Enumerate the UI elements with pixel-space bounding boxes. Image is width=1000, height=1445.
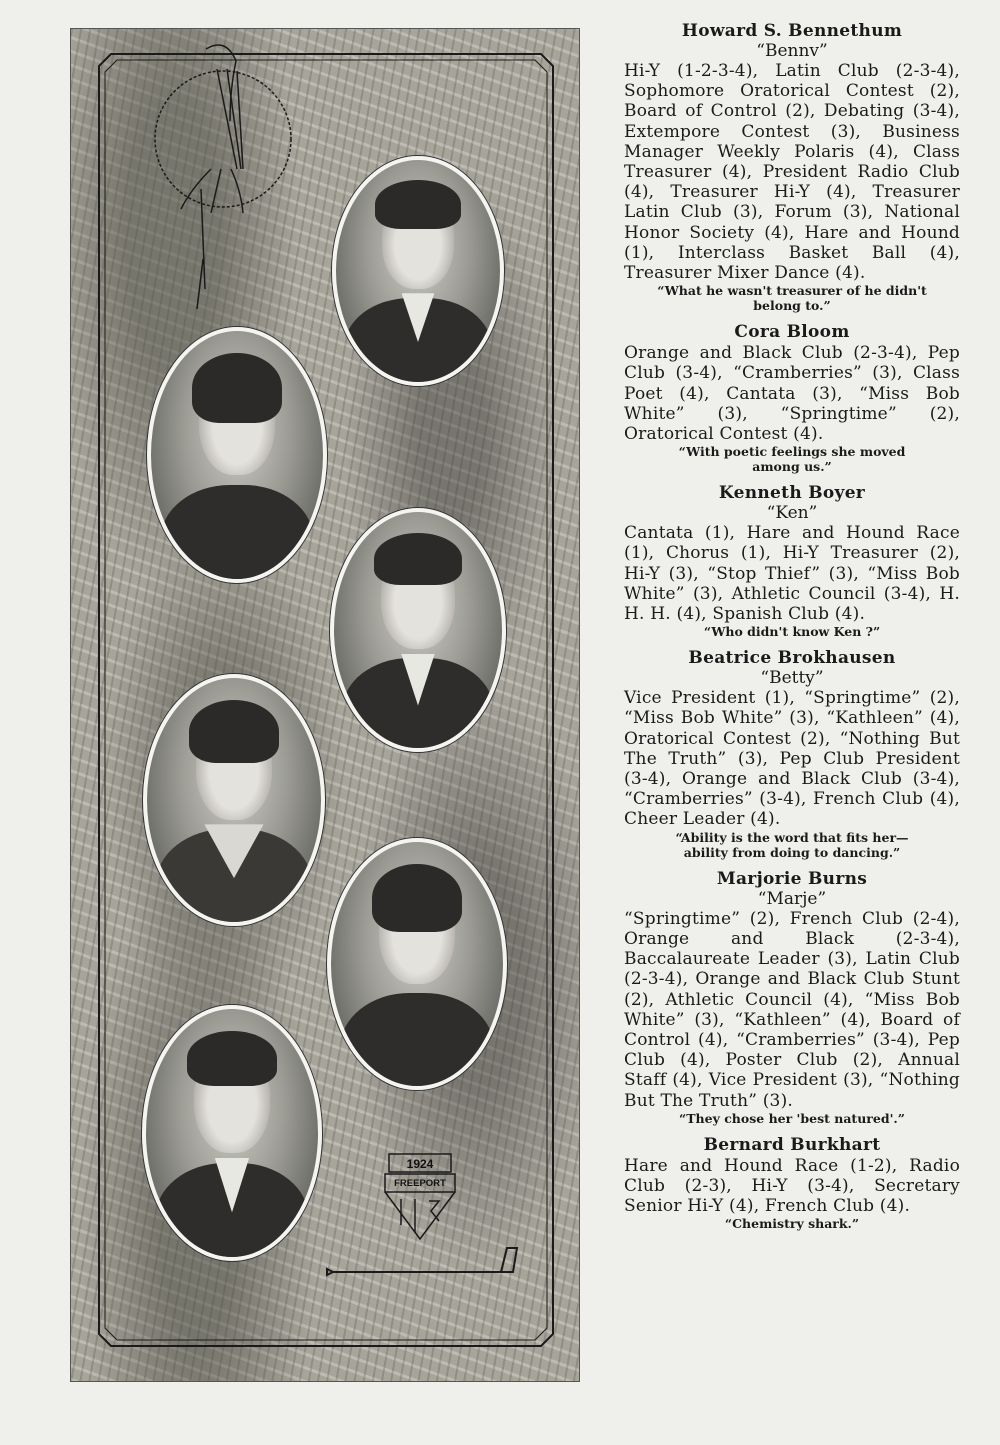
entry-activities: Hi-Y (1-2-3-4), Latin Club (2-3-4), Sophomore Oratorical Contest (2), Board of Control (2), Debating (3-4), Extempore Contest (3), Business Manager Weekly Polaris (4), Class Treasurer (4), President Radio Club (4), Treasurer Hi-Y (4), Treasurer Latin Club (3), Forum (3), National Honor Society (4), Hare and Hound (1), Interclass Basket Ball (4), Treasurer Mixer Dance (4). xyxy=(624,61,960,284)
entry-quote: “What he wasn't treasurer of he didn't belong to.” xyxy=(657,283,927,314)
entry-name: Howard S. Bennethum xyxy=(681,21,903,41)
biographies-column xyxy=(624,20,960,1231)
entry-marjorie-burns xyxy=(624,868,960,1126)
entry-name: Bernard Burkhart xyxy=(703,1134,881,1155)
entry-quote: “Ability is the word that fits her—ability from doing to dancing.” xyxy=(675,829,909,860)
dreamcatcher-ornament xyxy=(155,45,291,309)
entry-kenneth-boyer xyxy=(624,482,960,639)
entry-name: Marjorie Burns xyxy=(716,868,868,889)
portrait-bernard xyxy=(142,1005,322,1261)
portrait-beatrice xyxy=(143,674,325,926)
entry-cora-bloom xyxy=(624,321,960,474)
entry-activities: Orange and Black Club (2-3-4), Pep Club (3-4), “Cramberries” (3), Class Poet (4), Cantata (3), “Miss Bob White” (3), “Springtime” (2), Oratorical Contest (4). xyxy=(624,343,960,445)
entry-name: Kenneth Boyer xyxy=(718,483,866,504)
entry-activities: Cantata (1), Hare and Hound Race (1), Chorus (1), Hi-Y Treasurer (2), Hi-Y (3), “Stop Thief” (3), “Miss Bob White” (3), Athletic Council (3-4), H. H. H. (4), Spanish Club (4). xyxy=(624,523,960,625)
entry-name: Cora Bloom xyxy=(734,322,850,343)
entry-nickname: “Bennv” xyxy=(756,41,828,61)
entry-bernard-burkhart xyxy=(624,1134,960,1232)
portrait-howard xyxy=(332,156,504,386)
photo-panel xyxy=(70,28,580,1382)
entry-howard-bennethum xyxy=(624,20,960,313)
entry-nickname: “Betty” xyxy=(760,668,824,689)
entry-name: Beatrice Brokhausen xyxy=(688,648,896,669)
entry-beatrice-brokhausen xyxy=(624,647,960,859)
portrait-marjorie xyxy=(327,838,507,1090)
entry-activities: Hare and Hound Race (1-2), Radio Club (2-3), Hi-Y (3-4), Secretary Senior Hi-Y (4), French Club (4). xyxy=(624,1155,960,1217)
entry-nickname: “Marje” xyxy=(757,888,827,909)
pipe-ornament xyxy=(327,1248,517,1275)
entry-quote: “They chose her 'best natured'.” xyxy=(679,1110,905,1126)
emblem-school: FREEPORT xyxy=(394,1178,446,1189)
entry-quote: “With poetic feelings she moved among us.” xyxy=(678,444,906,475)
emblem-year: 1924 xyxy=(406,1157,434,1171)
entry-nickname: “Ken” xyxy=(766,503,818,524)
entry-activities: “Springtime” (2), French Club (2-4), Orange and Black (2-3-4), Baccalaureate Leader (3), Latin Club (2-3-4), Orange and Black Club Stunt (2), Athletic Council (4), “Miss Bob White” (3), “Kathleen” (4), Board of Control (4), “Cramberries” (3-4), Pep Club (4), Poster Club (2), Annual Staff (4), Vice President (3), “Nothing But The Truth” (3). xyxy=(624,908,960,1111)
entry-quote: “Who didn't know Ken ?” xyxy=(703,624,881,640)
portrait-cora xyxy=(147,327,327,583)
entry-activities: Vice President (1), “Springtime” (2), “Miss Bob White” (3), “Kathleen” (4), Oratorical Contest (2), “Nothing But The Truth” (3), Pep Club President (3-4), Orange and Black Club (3-4), “Cramberries” (3-4), French Club (4), Cheer Leader (4). xyxy=(624,688,960,830)
portrait-kenneth xyxy=(330,508,506,752)
entry-quote: “Chemistry shark.” xyxy=(724,1216,860,1232)
